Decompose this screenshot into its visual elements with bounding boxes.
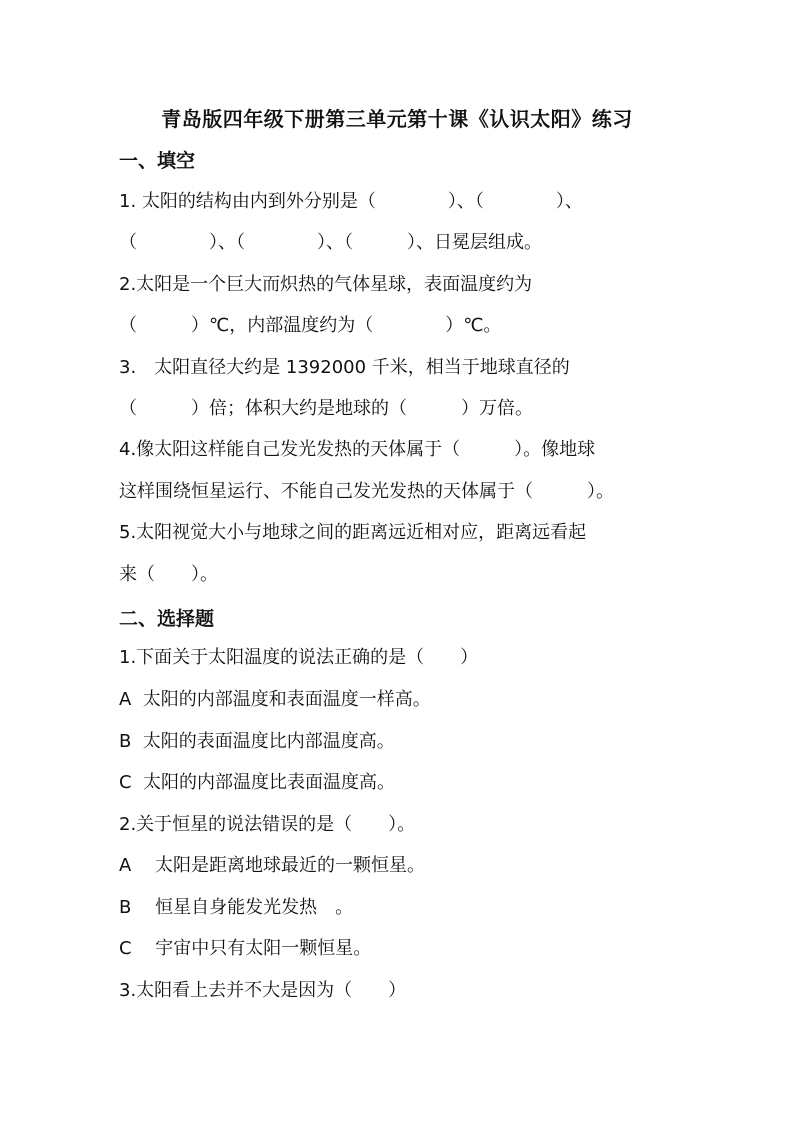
choice-line-3: B 太阳的表面温度比内部温度高。 xyxy=(119,731,395,752)
choice-line-8: C 宇宙中只有太阳一颗恒星。 xyxy=(119,938,372,959)
page-title: 青岛版四年级下册第三单元第十课《认识太阳》练习 xyxy=(161,107,633,131)
section-heading-multiple-choice: 二、选择题 xyxy=(119,608,215,630)
choice-line-6: A 太阳是距离地球最近的一颗恒星。 xyxy=(119,855,426,876)
fill-line-9: 5.太阳视觉大小与地球之间的距离远近相对应，距离远看起 xyxy=(119,522,587,543)
choice-line-9: 3.太阳看上去并不大是因为（ ） xyxy=(119,980,407,1001)
fill-line-1: 1. 太阳的结构由内到外分别是（ ）、（ ）、 xyxy=(119,191,583,212)
choice-line-4: C 太阳的内部温度比表面温度高。 xyxy=(119,772,396,793)
fill-line-5: 3. 太阳直径大约是 1392000 千米，相当于地球直径的 xyxy=(119,357,570,378)
choice-line-5: 2.关于恒星的说法错误的是（ ）。 xyxy=(119,814,416,835)
choice-line-1: 1.下面关于太阳温度的说法正确的是（ ） xyxy=(119,647,479,668)
fill-line-10: 来（ ）。 xyxy=(119,564,218,585)
section-heading-fill-in: 一、填空 xyxy=(119,150,196,172)
fill-line-6: （ ）倍；体积大约是地球的（ ）万倍。 xyxy=(119,398,533,419)
choice-line-7: B 恒星自身能发光发热 。 xyxy=(119,897,354,918)
fill-line-4: （ ）℃，内部温度约为（ ）℃。 xyxy=(119,315,502,336)
choice-line-2: A 太阳的内部温度和表面温度一样高。 xyxy=(119,689,431,710)
fill-line-8: 这样围绕恒星运行、不能自己发光发热的天体属于（ ）。 xyxy=(119,481,614,502)
fill-line-7: 4.像太阳这样能自己发光发热的天体属于（ ）。像地球 xyxy=(119,439,596,460)
fill-line-3: 2.太阳是一个巨大而炽热的气体星球，表面温度约为 xyxy=(119,274,533,295)
fill-line-2: （ ）、（ ）、（ ）、日冕层组成。 xyxy=(119,232,542,253)
